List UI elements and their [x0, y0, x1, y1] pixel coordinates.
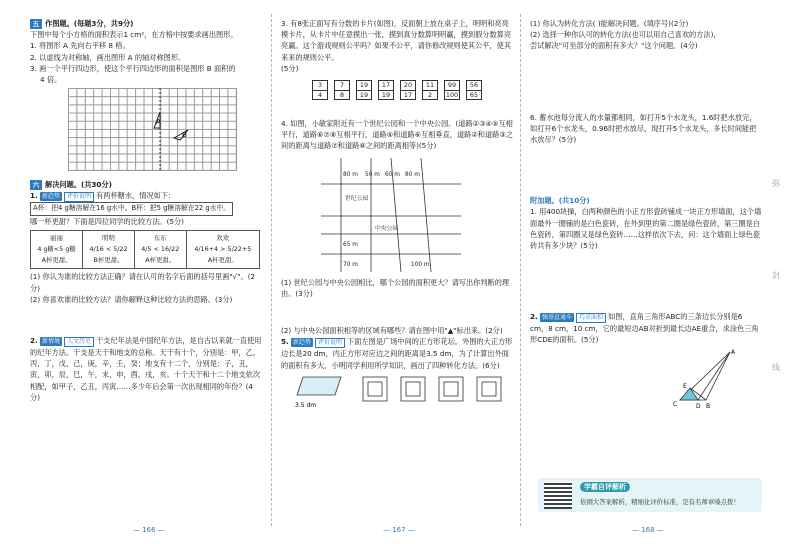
problem-1-intro: 有两杯糖水，情况如下：: [96, 191, 176, 201]
problem-2: 2. 新情境 人文历史 干支纪年法是中国纪年方法，是自古以来就一直使用的纪年方法。干支是天干和地支的总称。天干有十个，分别是：甲，乙，丙，丁，戊，己，庚，辛，壬，癸；地支有十二个，分别是：子，丑，寅，卯，辰，巳，午，未，申，酉，戌，亥。十个天干和十二个地支依次相配，如甲子，乙丑，丙寅……多少年后会第一次出现相同的年份？(4分): [30, 336, 262, 402]
self-assessment-subtitle: 依纲大答案解析，精细化评价标准，是有名师章嗓点拨！: [580, 498, 740, 506]
bonus-2: 2. 强基直通车 巧求面积 如图，直角三角形ABC的三条边长分别是6 cm，8 cm，10 cm，它的最短边AB对折到最长边AE重合，求涂色三角形CDE的面积。(5分): [530, 312, 759, 345]
page-166: [30, 18, 262, 403]
problem-3: 3. 有8张正面写有分数的卡片(如图)，反面朝上放在桌子上，明明和亮亮模卡片，从卡片中任意摸出一张，摸到真分数算明明赢，摸到假分数算亮亮赢。这个游戏规则公平吗？如果不公平，请你修改规则使其公平，使其来来的规则公平。: [281, 19, 512, 62]
central-park-label: 中央公园: [375, 225, 399, 232]
section-5-title: 作图题。(每题3分，共9分): [45, 19, 134, 28]
problem-5-text: 下面左图是广场中间的正方形花坛。外围的大正方形边长是20 dm，内正方形对应边之间的距离是3.5 dm，为了计算出外面的面积有多大，小明同学利用所学知识，画出了四种转化方法。(6分): [281, 337, 513, 370]
flowerbed-figures: [281, 373, 511, 413]
method-dongdong[interactable]: 东东 4/5 < 16/22 A杯更甜。: [134, 230, 186, 269]
card-numerator: 11: [423, 81, 437, 91]
new-context-tag: 新情境: [42, 338, 61, 346]
problem-4: 4. 如图，小敏家附近有一个世纪公园和一个中央公园。(道路②③④⑤互相平行，道路⑥⑦⑧互相平行，道路④和道路⑥互相垂直，道路②和道路③之间的距离与道路⑦和道路⑧之间的距离相等)(5分): [281, 119, 513, 151]
draw-q1: 1. 将图形 A 先向右平移 8 格。: [30, 41, 130, 51]
draw-q3: 3. 画一个平行四边形，使这个平行四边形的面积是图形 B 面积的: [30, 63, 236, 73]
page-number-167: — 167 —: [383, 526, 415, 534]
map-label-100: 100 m: [411, 261, 430, 268]
problem-5-sub-2-cont: 尝试解决"可坐部分的面积有多大？"这个问题。(4分): [530, 41, 698, 51]
flowerbed-width-label: 3.5 dm: [295, 401, 317, 409]
seal-line-char-2: 封: [772, 271, 780, 280]
card-denominator: 19: [381, 90, 391, 99]
self-assessment-box[interactable]: [538, 478, 762, 512]
qr-code-icon[interactable]: [544, 481, 572, 509]
problem-5-sub-2: (2) 选择一种你认可的转化方法(也可以用自己喜欢的方法)，: [530, 30, 721, 40]
section-5-intro: 下图中每个小方格的面积表示1 cm²，在方格中按要求画出图形。: [30, 30, 238, 40]
area-tag: 巧求面积: [576, 313, 606, 323]
evaluation-tag-2: 评价说明: [315, 338, 345, 348]
draw-q3-cont: 4 倍。: [40, 75, 62, 85]
page-number-168: — 168 —: [632, 526, 664, 534]
fraction-card[interactable]: [466, 80, 482, 100]
problem-2-text: 干支纪年法是中国纪年方法，是自古以来就一直使用的纪年方法。干支是天干和地支的总称。天干有十个，分别是：甲，乙，丙，丁，戊，己，庚，辛，壬，癸；地支有十二个，分别是：子，丑，寅，卯，辰，巳，午，未，申，酉，戌，亥。十个天干和十二个地支依次相配，如甲子，乙丑，丙寅……多少年后会第一次出现相同的年份？(4分): [30, 336, 262, 402]
problem-4-sub-2: (2) 与中央公园面积相等的区域有哪些？请在图中用"▲"标出来。(2分): [281, 326, 503, 336]
fraction-card[interactable]: [334, 80, 350, 100]
problem-5: 5. 新趋势 评价说明 下面左图是广场中间的正方形花坛。外围的大正方形边长是20 dm，内正方形对应边之间的距离是3.5 dm，为了计算出外面的面积有多大，小明同学利用所学知识，画出了四种转化方法。(6分): [281, 337, 513, 370]
section-6-number: 六: [30, 180, 42, 190]
section-6-header: [30, 179, 262, 190]
card-denominator: 19: [359, 90, 369, 99]
card-numerator: 3: [313, 81, 327, 91]
page-divider-1: [271, 14, 272, 526]
page-number-166: — 166 —: [133, 526, 165, 534]
seal-line-char-3: 线: [772, 363, 780, 372]
triangle-figure: [530, 348, 760, 410]
problem-1-sub-2: (2) 你喜欢谁的比较方法？请你解释这种比较方法的思路。(3分): [30, 294, 233, 304]
vertex-b: B: [706, 402, 711, 410]
vertex-a: A: [731, 348, 736, 356]
problem-6: 6. 蓄水池每分流入的水量都相同，如打开5个水龙头，1.6时把水放完，如打开6个水龙头，0.96时把水放尽，现打开5个水龙头，多长时间能把水放尽？(5分): [530, 112, 757, 145]
park-map: [281, 154, 511, 274]
strong-base-tag: 强基直通车: [542, 314, 573, 322]
page-divider-2: [520, 14, 521, 526]
section-6-title: 解决问题。(共30分): [45, 180, 112, 190]
card-denominator: 2: [427, 90, 433, 99]
problem-5-sub-1: (1) 你认为转化方法( )能解决问题。(填序号)(2分): [530, 19, 689, 28]
method-lili[interactable]: 丽丽 4 g糖<5 g糖 A杯更甜。: [31, 230, 83, 269]
sugar-water-box: A杯：把4 g糖溶解在16 g水中。B杯：把5 g糖溶解在22 g水中。: [30, 202, 233, 215]
page-168: [530, 18, 762, 413]
card-denominator: 17: [403, 90, 413, 99]
card-denominator: 65: [469, 90, 479, 99]
problem-1-line-1: 1. 新趋势 评价说明 有两杯糖水，情况如下：: [30, 191, 176, 201]
card-denominator: 100: [445, 90, 459, 99]
section-5-number: 五: [30, 19, 42, 29]
seal-line-char-1: 弥: [772, 179, 780, 188]
map-label-80b: 80 m: [405, 171, 420, 178]
century-park-label: 世纪公园: [345, 195, 369, 202]
card-numerator: 7: [335, 81, 349, 91]
bonus-1: 1. 用400块操，白两种颜色的小正方形瓷砖铺成一块正方形墙面，这个墙面最外一圈铺的是白色瓷砖，在外到里的第二圈是绿色瓷砖，第三圈是白色瓷砖，第四圈又是绿色瓷砖……这样依次下去，问：这个墙面上绿色瓷砖共有多少块？(5分): [530, 207, 762, 251]
comparison-table: [30, 230, 260, 270]
map-label-65: 65 m: [343, 241, 358, 248]
vertex-e: E: [683, 382, 687, 390]
card-numerator: 17: [379, 81, 393, 91]
problem-1-sub-1: (1) 你认为谁的比较方法正确？请在认可的名字后面的括号里画"√"。(2分): [30, 272, 256, 293]
problem-1-question: 哪一杯更甜？下面是四位同学的比较方法。(5分): [30, 216, 184, 226]
new-trend-tag: 新趋势: [42, 193, 61, 201]
fraction-card[interactable]: [444, 80, 460, 100]
card-numerator: 56: [467, 81, 481, 91]
fraction-card[interactable]: [422, 80, 438, 100]
fraction-cards: [281, 80, 513, 100]
problem-4-sub-1: (1) 世纪公园与中央公园相比，哪个公园的面积更大？请写出你判断的理由。(3分): [281, 277, 510, 299]
figure-a-label: A: [156, 118, 161, 127]
map-label-50: 50 m: [365, 171, 380, 178]
section-5-header: [30, 18, 262, 29]
map-label-70: 70 m: [343, 261, 358, 268]
self-assessment-title: 学霸自评解析: [580, 482, 630, 492]
problem-3-score: (5分): [281, 63, 299, 73]
bonus-2-text: 如图，直角三角形ABC的三条边长分别是6 cm，8 cm，10 cm，它的最短边AB对折到最长边AE重合，求涂色三角形CDE的面积。(5分): [530, 312, 759, 345]
draw-q2: 2. 以虚线为对称轴，画出图形 A 的轴对称图形。: [30, 52, 186, 62]
page-167: [281, 18, 513, 416]
fraction-card[interactable]: [356, 80, 372, 100]
vertex-d: D: [696, 402, 701, 410]
bonus-header: [530, 195, 762, 206]
card-numerator: 19: [357, 81, 371, 91]
vertex-c: C: [673, 400, 678, 408]
card-denominator: 8: [339, 90, 345, 99]
history-tag: 人文历史: [64, 337, 94, 347]
map-label-60: 60 m: [385, 171, 400, 178]
card-denominator: 4: [317, 90, 323, 99]
figure-b-label: B: [182, 131, 187, 140]
bonus-title: 附加题。(共10分): [530, 196, 590, 206]
drawing-grid[interactable]: [68, 88, 237, 171]
new-trend-tag-2: 新趋势: [293, 339, 312, 347]
grid-figures: [68, 88, 236, 170]
fraction-card[interactable]: [378, 80, 394, 100]
method-mingming[interactable]: 明明 4/16 < 5/22 B杯更甜。: [83, 230, 135, 269]
map-label-80a: 80 m: [343, 171, 358, 178]
card-numerator: 20: [401, 81, 415, 91]
method-huanhuan[interactable]: 欢欢 4/16+4 > 5/22+5 A杯更甜。: [186, 230, 259, 269]
card-numerator: 99: [445, 81, 459, 91]
fraction-card[interactable]: [312, 80, 328, 100]
evaluation-tag: 评价说明: [64, 192, 94, 202]
fraction-card[interactable]: [400, 80, 416, 100]
